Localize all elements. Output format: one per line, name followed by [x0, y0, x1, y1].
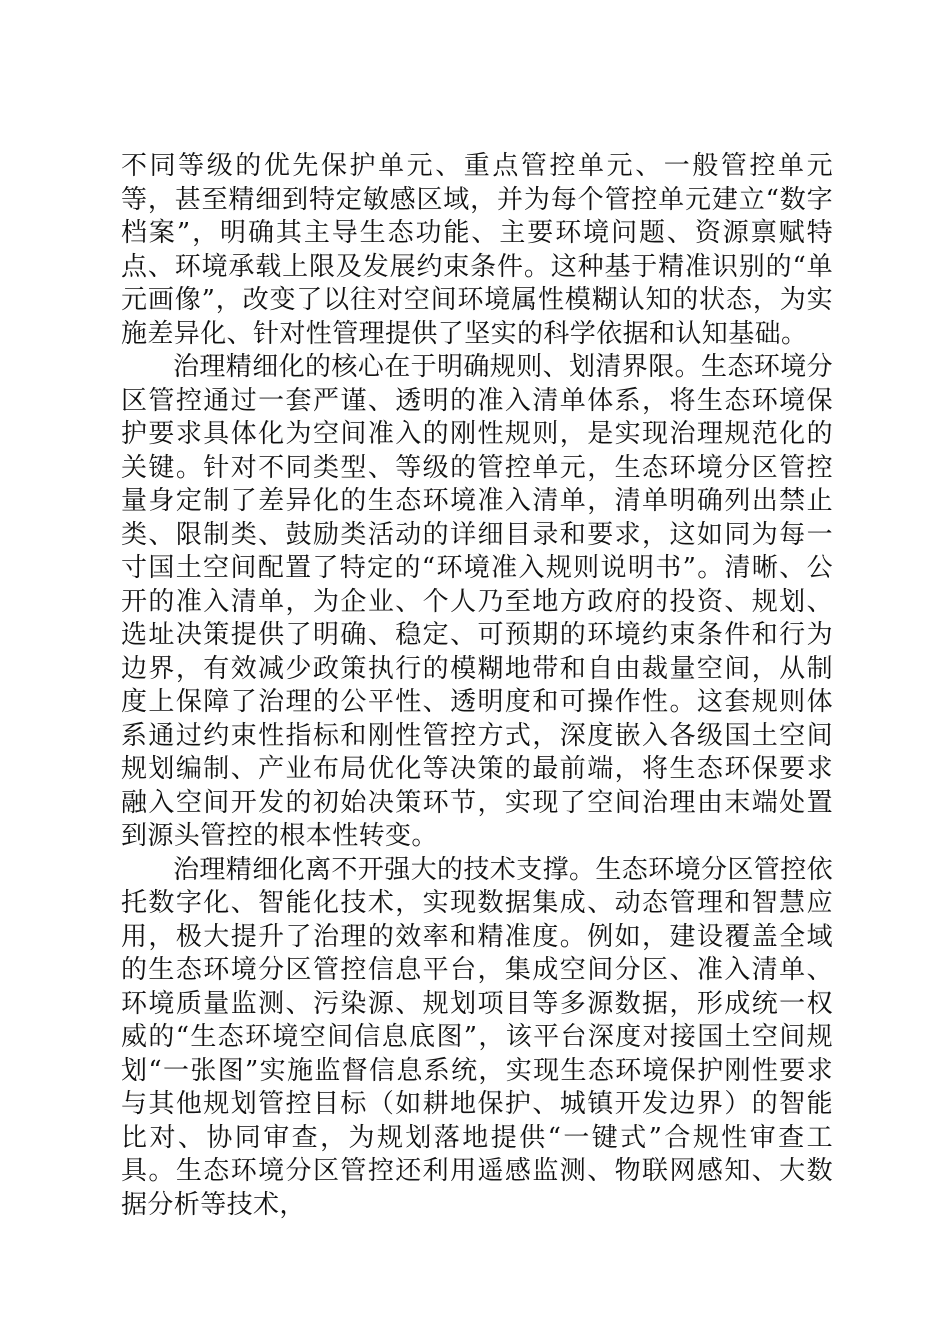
body-text [121, 150, 833, 1222]
paragraph-technology: 治理精细化离不开强大的技术支撑。生态环境分区管控依托数字化、智能化技术，实现数据集成、动态管理和智慧应用，极大提升了治理的效率和精准度。例如，建设覆盖全域的生态环境分区管控信息平台，集成空间分区、准入清单、环境质量监测、污染源、规划项目等多源数据，形成统一权威的“生态环境空间信息底图”，该平台深度对接国土空间规划“一张图”实施监督信息系统，实现生态环境保护刚性要求与其他规划管控目标（如耕地保护、城镇开发边界）的智能比对、协同审查，为规划落地提供“一键式”合规性审查工具。生态环境分区管控还利用遥感监测、物联网感知、大数据分析等技术， [121, 854, 834, 1220]
paragraph-rules: 治理精细化的核心在于明确规则、划清界限。生态环境分区管控通过一套严谨、透明的准入清单体系，将生态环境保护要求具体化为空间准入的刚性规则，是实现治理规范化的关键。针对不同类型、等级的管控单元，生态环境分区管控量身定制了差异化的生态环境准入清单，清单明确列出禁止类、限制类、鼓励类活动的详细目录和要求，这如同为每一寸国土空间配置了特定的“环境准入规则说明书”。清晰、公开的准入清单，为企业、个人乃至地方政府的投资、规划、选址决策提供了明确、稳定、可预期的环境约束条件和行为边界，有效减少政策执行的模糊地带和自由裁量空间，从制度上保障了治理的公平性、透明度和可操作性。这套规则体系通过约束性指标和刚性管控方式，深度嵌入各级国土空间规划编制、产业布局优化等决策的最前端，将生态环保要求融入空间开发的初始决策环节，实现了空间治理由末端处置到源头管控的根本性转变。 [121, 352, 834, 851]
paragraph-continued: 不同等级的优先保护单元、重点管控单元、一般管控单元等，甚至精细到特定敏感区域，并为每个管控单元建立“数字档案”，明确其主导生态功能、主要环境问题、资源禀赋特点、环境承载上限及发展约束条件。这种基于精准识别的“单元画像”，改变了以往对空间环境属性模糊认知的状态，为实施差异化、针对性管理提供了坚实的科学依据和认知基础。 [121, 151, 833, 349]
